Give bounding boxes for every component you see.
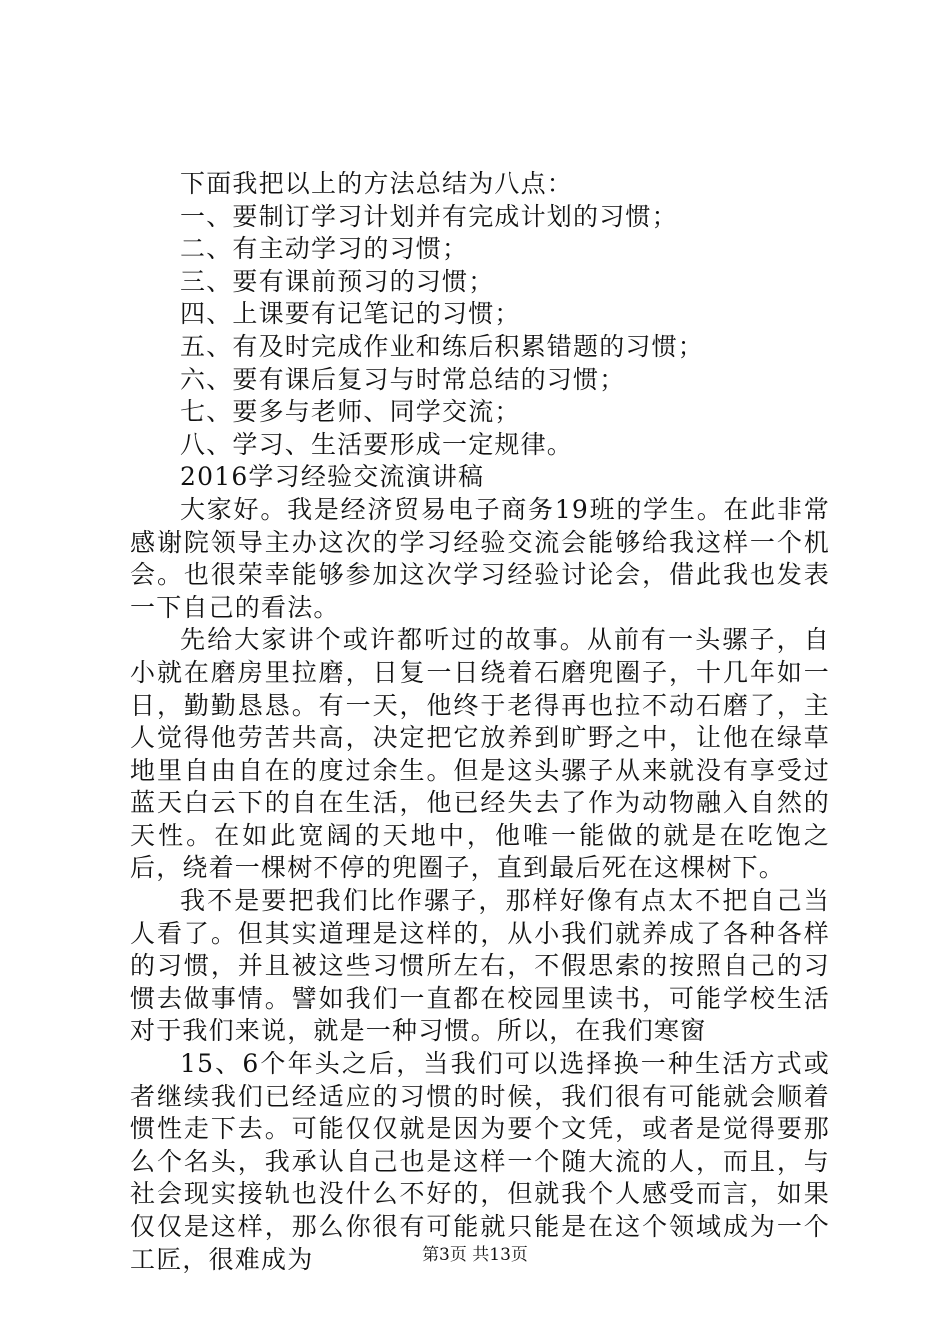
page-footer: 第3页 共13页	[422, 1245, 528, 1265]
list-item: 八、学习、生活要形成一定规律。	[180, 429, 574, 459]
list-item: 一、要制订学习计划并有完成计划的习惯；	[180, 201, 678, 231]
list-item: 六、要有课后复习与时常总结的习惯；	[180, 364, 626, 394]
paragraph-greeting: 大家好。我是经济贸易电子商务19班的学生。在此非常感谢院领导主办这次的学习经验交流会能够给我这样一个机会。也很荣幸能够参加这次学习经验讨论会，借此我也发表一下自己的看法。	[130, 494, 830, 622]
paragraph-inertia: 15、6个年头之后，当我们可以选择换一种生活方式或者继续我们已经适应的习惯的时候，我们很有可能就会顺着惯性走下去。可能仅仅就是因为要个文凭，或者是觉得要那么个名头，我承认自己也是这样一个随大流的人，而且，与社会现实接轨也没什么不好的，但就我个人感受而言，如果仅仅是这样，那么你很有可能就只能是在这个领域成为一个工匠，很难成为	[130, 1049, 830, 1274]
list-item: 三、要有课前预习的习惯；	[180, 266, 495, 296]
list-item: 二、有主动学习的习惯；	[180, 234, 469, 264]
list-item: 四、上课要有记笔记的习惯；	[180, 299, 521, 329]
list-intro: 下面我把以上的方法总结为八点：	[180, 169, 574, 198]
paragraph-mule-story: 先给大家讲个或许都听过的故事。从前有一头骡子，自小就在磨房里拉磨，日复一日绕着石磨兜圈子，十几年如一日，勤勤恳恳。有一天，他终于老得再也拉不动石磨了，主人觉得他劳苦共高，决定把它放养到旷野之中，让他在绿草地里自由自在的度过余生。但是这头骡子从来就没有享受过蓝天白云下的自在生活，他已经失去了作为动物融入自然的天性。在如此宽阔的天地中，他唯一能做的就是在吃饱之后，绕着一棵树不停的兜圈子，直到最后死在这棵树下。	[130, 625, 830, 883]
speech-title: 2016学习经验交流演讲稿	[180, 462, 485, 492]
habit-list	[130, 201, 830, 462]
document-body	[130, 168, 830, 1276]
list-item: 七、要多与老师、同学交流；	[180, 397, 521, 427]
list-item: 五、有及时完成作业和练后积累错题的习惯；	[180, 331, 705, 361]
paragraph-habits: 我不是要把我们比作骡子，那样好像有点太不把自己当人看了。但其实道理是这样的，从小我们就养成了各种各样的习惯，并且被这些习惯所左右，不假思索的按照自己的习惯去做事情。譬如我们一直都在校园里读书，可能学校生活对于我们来说，就是一种习惯。所以，在我们寒窗	[130, 886, 830, 1046]
